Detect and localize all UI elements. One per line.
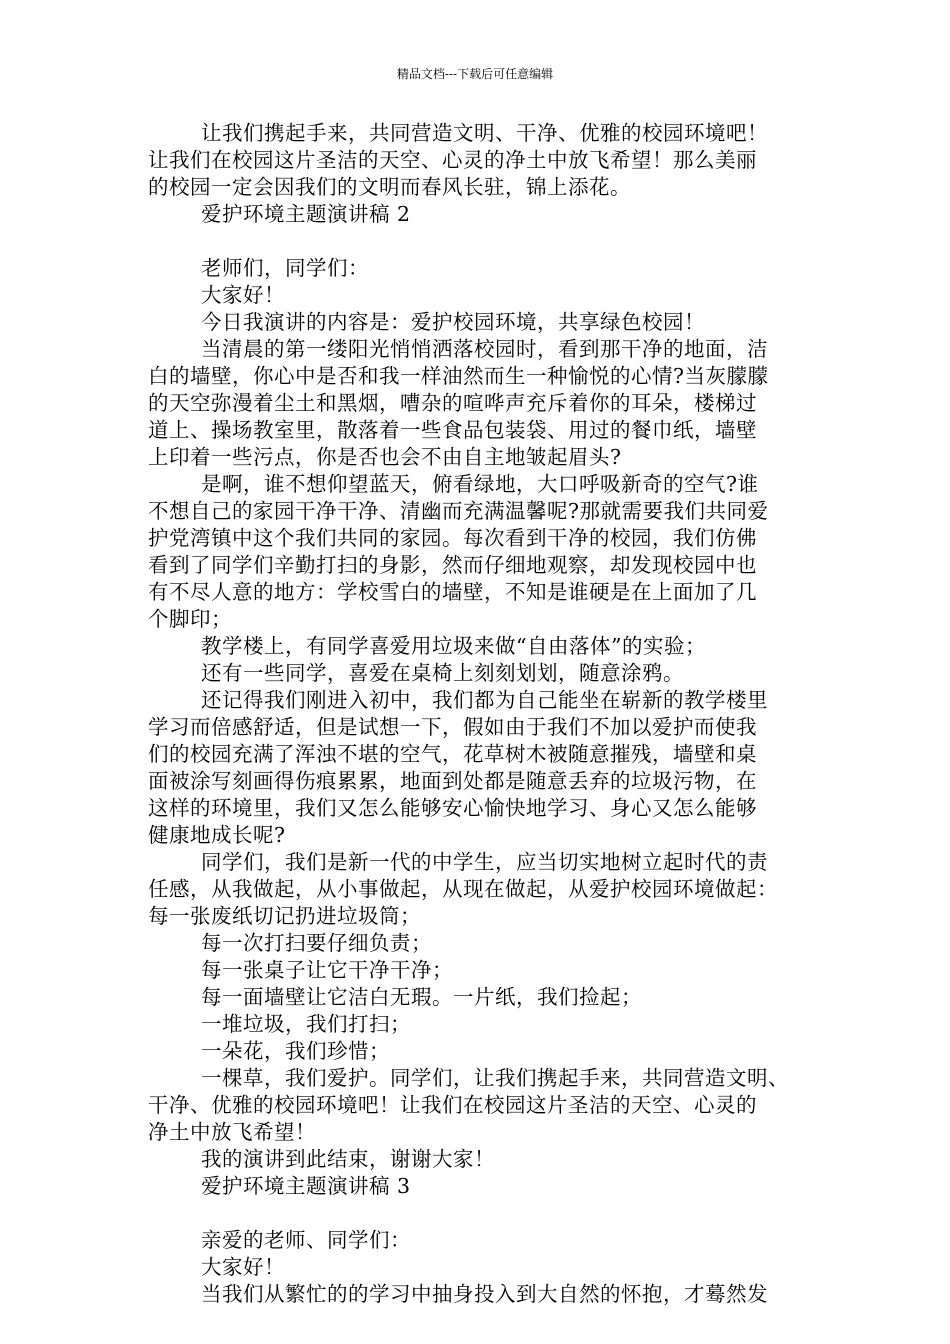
text-line: 护党湾镇中这个我们共同的家园。每次看到干净的校园，我们仿佛 <box>148 526 757 550</box>
text-line: 让我们携起手来，共同营造文明、干净、优雅的校园环境吧！ <box>201 121 768 145</box>
text-line: 学习而倍感舒适，但是试想一下，假如由于我们不加以爱护而使我 <box>148 715 757 739</box>
blank-line <box>148 228 808 255</box>
text-line: 当清晨的第一缕阳光悄悄洒落校园时，看到那干净的地面，洁 <box>201 337 768 361</box>
text-line: 上印着一些污点，你是否也会不由自主地皱起眉头? <box>148 445 622 469</box>
text-line: 的天空弥漫着尘土和黑烟，嘈杂的喧哗声充斥着你的耳朵，楼梯过 <box>148 391 757 415</box>
text-line: 爱护环境主题演讲稿 3 <box>201 1174 411 1198</box>
text-line: 一堆垃圾，我们打扫； <box>201 1012 411 1036</box>
text-line: 同学们，我们是新一代的中学生，应当切实地树立起时代的责 <box>201 850 768 874</box>
text-line: 净土中放飞希望！ <box>148 1120 316 1144</box>
text-line: 任感，从我做起，从小事做起，从现在做起，从爱护校园环境做起： <box>148 877 778 901</box>
text-line: 亲爱的老师、同学们： <box>201 1228 411 1252</box>
text-line: 有不尽人意的地方：学校雪白的墙壁，不知是谁硬是在上面加了几 <box>148 580 757 604</box>
text-line: 大家好！ <box>201 283 285 307</box>
text-line: 一朵花，我们珍惜； <box>201 1039 390 1063</box>
text-line: 看到了同学们辛勤打扫的身影，然而仔细地观察，却发现校园中也 <box>148 553 757 577</box>
text-line: 每一张废纸切记扔进垃圾筒； <box>148 904 421 928</box>
text-line: 道上、操场教室里，散落着一些食品包装袋、用过的餐巾纸，墙壁 <box>148 418 757 442</box>
text-line: 今日我演讲的内容是：爱护校园环境，共享绿色校园！ <box>201 310 705 334</box>
page-header: 精品文档---下载后可任意编辑 <box>396 67 554 81</box>
text-line: 我的演讲到此结束，谢谢大家！ <box>201 1147 495 1171</box>
text-line: 不想自己的家园干净干净、清幽而充满温馨呢?那就需要我们共同爱 <box>148 499 769 523</box>
text-line: 是啊，谁不想仰望蓝天，俯看绿地，大口呼吸新奇的空气?谁 <box>201 472 759 496</box>
text-line: 每一面墙壁让它洁白无瑕。一片纸，我们捡起； <box>201 985 642 1009</box>
text-line: 还有一些同学，喜爱在桌椅上刻刻划划，随意涂鸦。 <box>201 661 684 685</box>
text-line: 教学楼上，有同学喜爱用垃圾来做“自由落体”的实验； <box>201 634 706 658</box>
document-body <box>148 120 808 1308</box>
text-line: 当我们从繁忙的的学习中抽身投入到大自然的怀抱，才蓦然发 <box>201 1282 768 1306</box>
text-line: 让我们在校园这片圣洁的天空、心灵的净土中放飞希望！那么美丽 <box>148 148 757 172</box>
text-line: 一棵草，我们爱护。同学们，让我们携起手来，共同营造文明、 <box>201 1066 789 1090</box>
text-line: 每一张桌子让它干净干净； <box>201 958 453 982</box>
text-line: 每一次打扫要仔细负责； <box>201 931 432 955</box>
text-line: 这样的环境里，我们又怎么能够安心愉快地学习、身心又怎么能够 <box>148 796 757 820</box>
text-line: 爱护环境主题演讲稿 2 <box>201 202 411 226</box>
text-line: 白的墙壁，你心中是否和我一样油然而生一种愉悦的心情?当灰朦朦 <box>148 364 769 388</box>
text-line: 们的校园充满了浑浊不堪的空气，花草树木被随意摧残，墙壁和桌 <box>148 742 757 766</box>
text-line: 健康地成长呢? <box>148 823 286 847</box>
text-line: 大家好！ <box>201 1255 285 1279</box>
text-line: 还记得我们刚进入初中，我们都为自己能坐在崭新的教学楼里 <box>201 688 768 712</box>
blank-line <box>148 1200 808 1227</box>
text-line: 干净、优雅的校园环境吧！让我们在校园这片圣洁的天空、心灵的 <box>148 1093 757 1117</box>
text-line: 面被涂写刻画得伤痕累累，地面到处都是随意丢弃的垃圾污物，在 <box>148 769 757 793</box>
text-line: 老师们，同学们： <box>201 256 369 280</box>
text-line: 个脚印； <box>148 607 232 631</box>
text-line: 的校园一定会因我们的文明而春风长驻，锦上添花。 <box>148 175 631 199</box>
